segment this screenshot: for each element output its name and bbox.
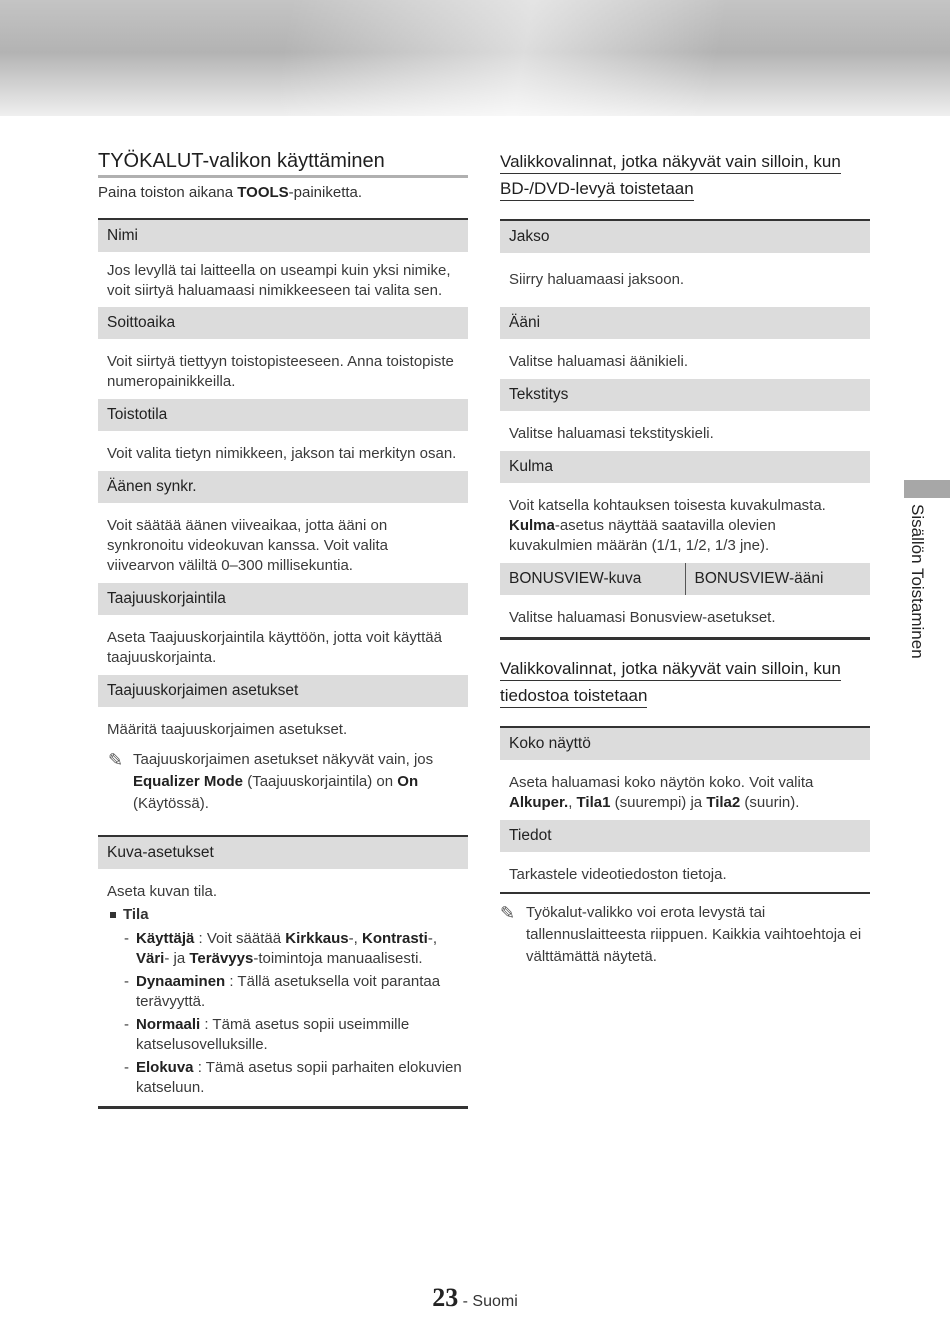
mode-bold: Kirkkaus (285, 930, 349, 947)
bonusview-video-head: BONUSVIEW-kuva (509, 570, 642, 587)
row-head-aanen-synkr: Äänen synkr. (98, 471, 468, 503)
intro-text (98, 184, 468, 201)
pencil-icon: ✎ (108, 750, 124, 770)
chapter-side-label: Sisällön Toistaminen (908, 504, 927, 659)
kulma-post: -asetus näyttää saatavilla olevien kuvakulmien määrän (1/1, 1/2, 1/3 jne). (509, 517, 776, 554)
fullscreen-sep: (suurempi) ja (610, 794, 707, 811)
mode-item-elokuva (98, 1058, 468, 1098)
row-head-taajuuskorjaimen-asetukset: Taajuuskorjaimen asetukset (98, 675, 468, 707)
row-body-toistotila: Voit valita tietyn nimikkeen, jakson tai merkityn osan. (107, 445, 457, 462)
mode-name: Dynaaminen (136, 973, 226, 990)
row-head-soittoaika: Soittoaika (98, 307, 468, 339)
page-footer (0, 1283, 950, 1313)
tools-note (500, 902, 870, 968)
mode-text: -, (348, 930, 362, 947)
mode-name: Normaali (136, 1016, 201, 1033)
bullet-tila (98, 904, 468, 926)
fullscreen-sep: (suurin). (740, 794, 800, 811)
fullscreen-tila1: Tila1 (576, 794, 611, 811)
row-body-aanen-synkr: Voit säätää äänen viiveaikaa, jotta ääni on synkronoitu videokuvan kanssa. Voit valita viivearvon väliltä 0–300 millisekuntia. (107, 517, 388, 574)
tools-note-text: Työkalut-valikko voi erota levystä tai tallennuslaitteesta riippuen. Kaikkia vaihtoehtoja ei välttämättä näytetä. (526, 904, 862, 965)
mode-item-normaali (98, 1015, 468, 1055)
pencil-icon: ✎ (500, 903, 516, 923)
mode-text: : Voit säätää (194, 930, 286, 947)
mode-text: : Tällä asetuksella voit parantaa terävyyttä. (136, 973, 441, 1010)
fullscreen-sep: , (568, 794, 577, 811)
header-banner (0, 0, 950, 116)
picture-mode-list (98, 904, 468, 1109)
row-head-tiedot: Tiedot (500, 820, 870, 852)
row-head-aani: Ääni (500, 307, 870, 339)
page-number: 23 (432, 1283, 459, 1312)
dash-icon: - (124, 973, 129, 990)
dash-icon: - (124, 930, 129, 947)
row-body-koko-naytto (500, 760, 870, 820)
row-body-jakso: Siirry haluamaasi jaksoon. (509, 271, 685, 288)
banner-shine (0, 0, 950, 116)
fullscreen-pre: Aseta haluamasi koko näytön koko. Voit valita (509, 774, 814, 791)
row-head-tekstitys: Tekstitys (500, 379, 870, 411)
dash-icon: - (124, 1016, 129, 1033)
square-bullet-icon (110, 912, 116, 918)
row-body-soittoaika: Voit siirtyä tiettyyn toistopisteeseen. Anna toistopiste numeropainikkeilla. (107, 353, 454, 390)
fullscreen-tila2: Tila2 (706, 794, 741, 811)
bonusview-audio-head: BONUSVIEW-ääni (685, 563, 871, 595)
page-language: - Suomi (458, 1293, 518, 1310)
row-body-tiedot: Tarkastele videotiedoston tietoja. (500, 852, 870, 894)
mode-bold: Kontrasti (361, 930, 428, 947)
bullet-tila-label: Tila (123, 906, 149, 923)
section-title-disc-line2: BD-/DVD-levyä toistetaan (500, 179, 694, 201)
note-equalizer-mode: Equalizer Mode (133, 773, 244, 790)
row-head-nimi: Nimi (98, 218, 468, 252)
note-on: On (397, 773, 419, 790)
mode-item-dynaaminen (98, 972, 468, 1012)
row-body-kuva-asetukset: Aseta kuvan tila. (107, 883, 218, 900)
intro-tools-key: TOOLS (237, 184, 289, 201)
row-head-taajuuskorjaintila: Taajuuskorjaintila (98, 583, 468, 615)
equalizer-note (98, 749, 468, 835)
row-body-taajuuskorjaimen-asetukset: Määritä taajuuskorjaimen asetukset. (107, 721, 348, 738)
fullscreen-alkuper: Alkuper. (509, 794, 569, 811)
mode-item-kayttaja (98, 929, 468, 969)
row-head-koko-naytto: Koko näyttö (500, 726, 870, 760)
mode-name: Käyttäjä (136, 930, 195, 947)
row-head-jakso: Jakso (500, 219, 870, 253)
mode-text: - ja (164, 950, 190, 967)
note-mid: (Taajuuskorjaintila) on (243, 773, 398, 790)
row-body-aani: Valitse haluamasi äänikieli. (509, 353, 688, 370)
mode-text: -toimintoja manuaalisesti. (253, 950, 423, 967)
row-body-kulma (500, 483, 870, 563)
mode-bold: Terävyys (189, 950, 254, 967)
note-pre: Taajuuskorjaimen asetukset näkyvät vain, jos (133, 751, 434, 768)
row-head-kuva-asetukset: Kuva-asetukset (98, 835, 468, 869)
note-post: (Käytössä). (133, 795, 209, 812)
right-column (500, 148, 870, 968)
intro-pre: Paina toiston aikana (98, 184, 238, 201)
row-body-taajuuskorjaintila: Aseta Taajuuskorjaintila käyttöön, jotta voit käyttää taajuuskorjainta. (107, 629, 442, 666)
row-body-bonusview: Valitse haluamasi Bonusview-asetukset. (500, 595, 870, 640)
kulma-bold: Kulma (509, 517, 555, 534)
bonusview-header (500, 563, 870, 595)
intro-post: -painiketta. (288, 184, 363, 201)
section-title-file (500, 655, 870, 709)
left-column (98, 150, 468, 1109)
row-head-kulma: Kulma (500, 451, 870, 483)
row-head-toistotila: Toistotila (98, 399, 468, 431)
row-body-tekstitys: Valitse haluamasi tekstityskieli. (509, 425, 714, 442)
section-title-file-line2: tiedostoa toistetaan (500, 686, 647, 708)
section-title-disc-line1: Valikkovalinnat, jotka näkyvät vain silloin, kun (500, 152, 841, 174)
section-title-tools: TYÖKALUT-valikon käyttäminen (98, 150, 468, 178)
dash-icon: - (124, 1059, 129, 1076)
mode-text: : Tämä asetus sopii parhaiten elokuvien katseluun. (136, 1059, 462, 1096)
mode-bold: Väri (136, 950, 165, 967)
section-title-disc (500, 148, 870, 202)
mode-text: : Tämä asetus sopii useimmille katselusovelluksille. (136, 1016, 410, 1053)
chapter-side-tab (904, 480, 950, 498)
mode-text: -, (427, 930, 437, 947)
kulma-pre: Voit katsella kohtauksen toisesta kuvakulmasta. (509, 497, 826, 514)
row-body-nimi: Jos levyllä tai laitteella on useampi kuin yksi nimike, voit siirtyä haluamaasi nimikkeeseen tai valita sen. (107, 262, 451, 299)
mode-name: Elokuva (136, 1059, 194, 1076)
section-title-file-line1: Valikkovalinnat, jotka näkyvät vain silloin, kun (500, 659, 841, 681)
